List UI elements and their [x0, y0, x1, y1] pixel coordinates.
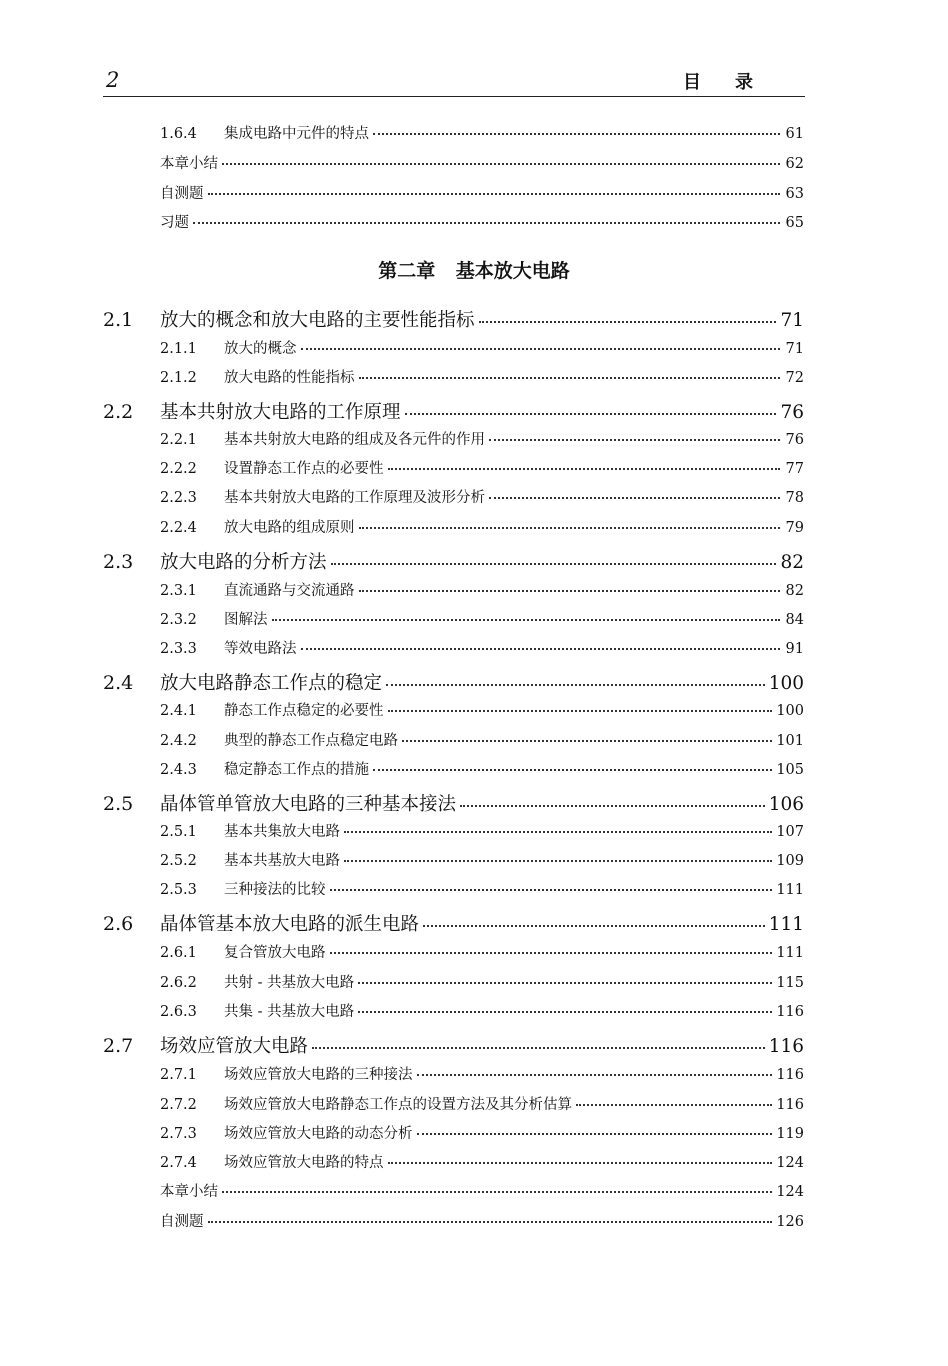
toc-dot-leader: [417, 1124, 773, 1135]
toc-subsection-entry: [160, 637, 804, 658]
toc-subsection-entry: [160, 1122, 804, 1143]
toc-entry-number: 2.6.1: [160, 945, 197, 961]
toc-dot-leader: [222, 1182, 772, 1193]
toc-entry-page: 111: [768, 914, 804, 935]
toc-entry-title: 本章小结: [160, 1184, 218, 1200]
toc-entry-title: 集成电路中元件的特点: [224, 126, 369, 142]
toc-entry-number: 2.4.1: [160, 703, 197, 719]
page-number: 2: [106, 68, 120, 92]
toc-entry-page: 84: [785, 612, 804, 628]
toc-entry-page: 101: [776, 733, 804, 749]
toc-dot-leader: [344, 822, 772, 833]
toc-dot-leader: [402, 731, 772, 742]
toc-entry-page: 63: [785, 186, 804, 202]
toc-entry-number: 2.7.3: [160, 1126, 197, 1142]
toc-entry-number: 2.2.3: [160, 490, 197, 506]
toc-subsection-entry: [160, 579, 804, 600]
toc-entry-number: 1.6.4: [160, 126, 197, 142]
toc-entry-page: 62: [785, 156, 804, 172]
toc-subsection-entry: [160, 849, 804, 870]
toc-section-entry: [103, 398, 804, 424]
toc-entry-page: 124: [776, 1155, 804, 1171]
toc-entry-number: 2.6.2: [160, 975, 197, 991]
toc-entry-page: 78: [785, 490, 804, 506]
toc-entry-number: 2.6.3: [160, 1004, 197, 1020]
toc-entry-page: 106: [768, 794, 804, 815]
toc-entry: [160, 1180, 804, 1201]
toc-entry-title: 放大电路的组成原则: [224, 520, 355, 536]
toc-subsection-entry: [160, 337, 804, 358]
toc-section-entry: [103, 669, 804, 695]
toc-entry-number: 2.3: [103, 551, 134, 573]
toc-entry: [160, 1210, 804, 1231]
toc-dot-leader: [358, 973, 772, 984]
toc-entry-page: 116: [776, 1097, 804, 1113]
toc-entry-title: 静态工作点稳定的必要性: [224, 703, 384, 719]
toc-entry-number: 2.5: [103, 793, 134, 815]
toc-dot-leader: [489, 430, 780, 441]
toc-entry-page: 71: [785, 341, 804, 357]
toc-dot-leader: [312, 1036, 765, 1049]
toc-entry-page: 82: [785, 583, 804, 599]
running-title: 目录: [683, 72, 787, 93]
toc-dot-leader: [417, 1065, 773, 1076]
toc-entry-title: 等效电路法: [224, 641, 297, 657]
toc-section-entry: [103, 910, 804, 936]
toc-dot-leader: [358, 1002, 772, 1013]
toc-entry-number: 2.6: [103, 913, 134, 935]
toc-entry-title: 自测题: [160, 186, 204, 202]
toc-entry-number: 2.2: [103, 401, 134, 423]
toc-entry-page: 100: [768, 673, 804, 694]
toc-dot-leader: [301, 339, 781, 350]
toc-dot-leader: [373, 760, 772, 771]
toc-entry-title: 共射 - 共基放大电路: [224, 975, 355, 991]
toc-subsection-entry: [160, 366, 804, 387]
toc-subsection-entry: [160, 1151, 804, 1172]
toc-entry-page: 79: [785, 520, 804, 536]
toc-entry-number: 2.7.1: [160, 1067, 197, 1083]
toc-entry-page: 107: [776, 824, 804, 840]
toc-entry-page: 115: [776, 975, 804, 991]
toc-entry-page: 91: [785, 641, 804, 657]
toc-subsection-entry: [160, 1063, 804, 1084]
toc-entry-title: 三种接法的比较: [224, 882, 326, 898]
toc-dot-leader: [330, 880, 773, 891]
toc-entry-number: 2.3.1: [160, 583, 197, 599]
toc-entry-page: 124: [776, 1184, 804, 1200]
toc-entry-page: 76: [780, 402, 804, 423]
toc-entry-number: 2.7: [103, 1035, 134, 1057]
toc-entry-number: 2.5.3: [160, 882, 197, 898]
toc-entry-title: 放大电路的分析方法: [160, 552, 327, 573]
toc-dot-leader: [344, 851, 772, 862]
toc-entry-title: 放大电路静态工作点的稳定: [160, 673, 383, 694]
toc-dot-leader: [576, 1095, 772, 1106]
toc-entry-title: 场效应管放大电路的特点: [224, 1155, 384, 1171]
toc-entry-title: 直流通路与交流通路: [224, 583, 355, 599]
toc-entry-number: 2.5.1: [160, 824, 197, 840]
toc-entry-title: 场效应管放大电路的三种接法: [224, 1067, 413, 1083]
toc-entry-title: 稳定静态工作点的措施: [224, 762, 369, 778]
toc-subsection-entry: [160, 516, 804, 537]
toc-subsection-entry: [160, 486, 804, 507]
toc-entry: [160, 211, 804, 232]
toc-entry-number: 2.1.2: [160, 370, 197, 386]
toc-entry-number: 2.4.2: [160, 733, 197, 749]
toc-dot-leader: [208, 184, 781, 195]
toc-dot-leader: [208, 1212, 773, 1223]
toc-subsection-entry: [160, 878, 804, 899]
toc-dot-leader: [489, 488, 780, 499]
toc-dot-leader: [331, 552, 777, 565]
toc-entry-title: 习题: [160, 215, 189, 231]
toc-entry-number: 2.2.2: [160, 461, 197, 477]
toc-section-entry: [103, 306, 804, 332]
toc-entry-number: 2.1: [103, 309, 134, 331]
toc-entry-title: 基本共基放大电路: [224, 853, 340, 869]
toc-dot-leader: [222, 154, 780, 165]
toc-section-entry: [103, 1032, 804, 1058]
toc-entry-title: 放大的概念: [224, 341, 297, 357]
toc-entry: [160, 182, 804, 203]
toc-entry-title: 基本共射放大电路的组成及各元件的作用: [224, 432, 485, 448]
toc-subsection-entry: [160, 699, 804, 720]
toc-entry-number: 2.3.3: [160, 641, 197, 657]
toc-entry-title: 场效应管放大电路静态工作点的设置方法及其分析估算: [224, 1097, 572, 1113]
toc-subsection-entry: [160, 941, 804, 962]
toc-subsection-entry: [160, 1000, 804, 1021]
toc-entry-number: 2.7.2: [160, 1097, 197, 1113]
toc-entry-number: 2.5.2: [160, 853, 197, 869]
toc-entry-page: 111: [776, 945, 804, 961]
toc-subsection-entry: [160, 1093, 804, 1114]
toc-entry-page: 116: [768, 1036, 804, 1057]
toc-entry-page: 111: [776, 882, 804, 898]
toc-entry-page: 82: [780, 552, 804, 573]
toc-entry-page: 61: [785, 126, 804, 142]
chapter-heading: 第二章 基本放大电路: [378, 260, 570, 282]
toc-entry-number: 2.3.2: [160, 612, 197, 628]
toc-entry-title: 典型的静态工作点稳定电路: [224, 733, 398, 749]
toc-dot-leader: [272, 610, 781, 621]
toc-dot-leader: [423, 914, 765, 927]
toc-entry-page: 116: [776, 1067, 804, 1083]
toc-section-entry: [103, 790, 804, 816]
toc-entry-page: 100: [776, 703, 804, 719]
toc-entry-page: 105: [776, 762, 804, 778]
toc-entry-page: 76: [785, 432, 804, 448]
toc-subsection-entry: [160, 729, 804, 750]
toc-entry-page: 72: [785, 370, 804, 386]
toc-entry-title: 放大电路的性能指标: [224, 370, 355, 386]
toc-dot-leader: [479, 310, 777, 323]
toc-entry-page: 116: [776, 1004, 804, 1020]
toc-entry-page: 109: [776, 853, 804, 869]
toc-entry-title: 场效应管放大电路: [160, 1036, 309, 1057]
toc-entry-page: 77: [785, 461, 804, 477]
toc-entry-title: 基本共集放大电路: [224, 824, 340, 840]
toc-entry-title: 本章小结: [160, 156, 218, 172]
toc-subsection-entry: [160, 122, 804, 143]
toc-entry-title: 共集 - 共基放大电路: [224, 1004, 355, 1020]
toc-subsection-entry: [160, 971, 804, 992]
toc-entry-title: 图解法: [224, 612, 268, 628]
toc-dot-leader: [193, 213, 780, 224]
toc-entry-title: 放大的概念和放大电路的主要性能指标: [160, 310, 475, 331]
toc-subsection-entry: [160, 428, 804, 449]
toc-entry-title: 晶体管基本放大电路的派生电路: [160, 914, 420, 935]
toc-entry-title: 复合管放大电路: [224, 945, 326, 961]
toc-subsection-entry: [160, 608, 804, 629]
toc-entry-page: 126: [776, 1214, 804, 1230]
toc-entry-title: 设置静态工作点的必要性: [224, 461, 384, 477]
toc-dot-leader: [388, 459, 781, 470]
toc-entry-number: 2.7.4: [160, 1155, 197, 1171]
toc-entry-page: 65: [785, 215, 804, 231]
toc-entry-number: 2.4.3: [160, 762, 197, 778]
toc-dot-leader: [460, 794, 765, 807]
toc-section-entry: [103, 548, 804, 574]
toc-entry-number: 2.2.4: [160, 520, 197, 536]
toc-entry-number: 2.2.1: [160, 432, 197, 448]
running-header: [103, 66, 805, 97]
toc-entry-title: 自测题: [160, 1214, 204, 1230]
toc-entry-number: 2.1.1: [160, 341, 197, 357]
toc-dot-leader: [359, 368, 781, 379]
toc-subsection-entry: [160, 457, 804, 478]
toc-dot-leader: [388, 701, 773, 712]
toc-entry-title: 晶体管单管放大电路的三种基本接法: [160, 794, 457, 815]
toc-dot-leader: [388, 1153, 773, 1164]
toc-entry: [160, 152, 804, 173]
toc-entry-title: 基本共射放大电路的工作原理及波形分析: [224, 490, 485, 506]
toc-entry-title: 基本共射放大电路的工作原理: [160, 402, 401, 423]
toc-subsection-entry: [160, 758, 804, 779]
toc-dot-leader: [386, 673, 765, 686]
toc-dot-leader: [359, 518, 781, 529]
toc-dot-leader: [330, 943, 773, 954]
toc-dot-leader: [405, 402, 777, 415]
toc-dot-leader: [373, 124, 780, 135]
toc-entry-number: 2.4: [103, 672, 134, 694]
toc-dot-leader: [359, 581, 781, 592]
toc-entry-page: 119: [776, 1126, 804, 1142]
toc-entry-page: 71: [780, 310, 804, 331]
toc-subsection-entry: [160, 820, 804, 841]
toc-dot-leader: [301, 639, 781, 650]
toc-entry-title: 场效应管放大电路的动态分析: [224, 1126, 413, 1142]
